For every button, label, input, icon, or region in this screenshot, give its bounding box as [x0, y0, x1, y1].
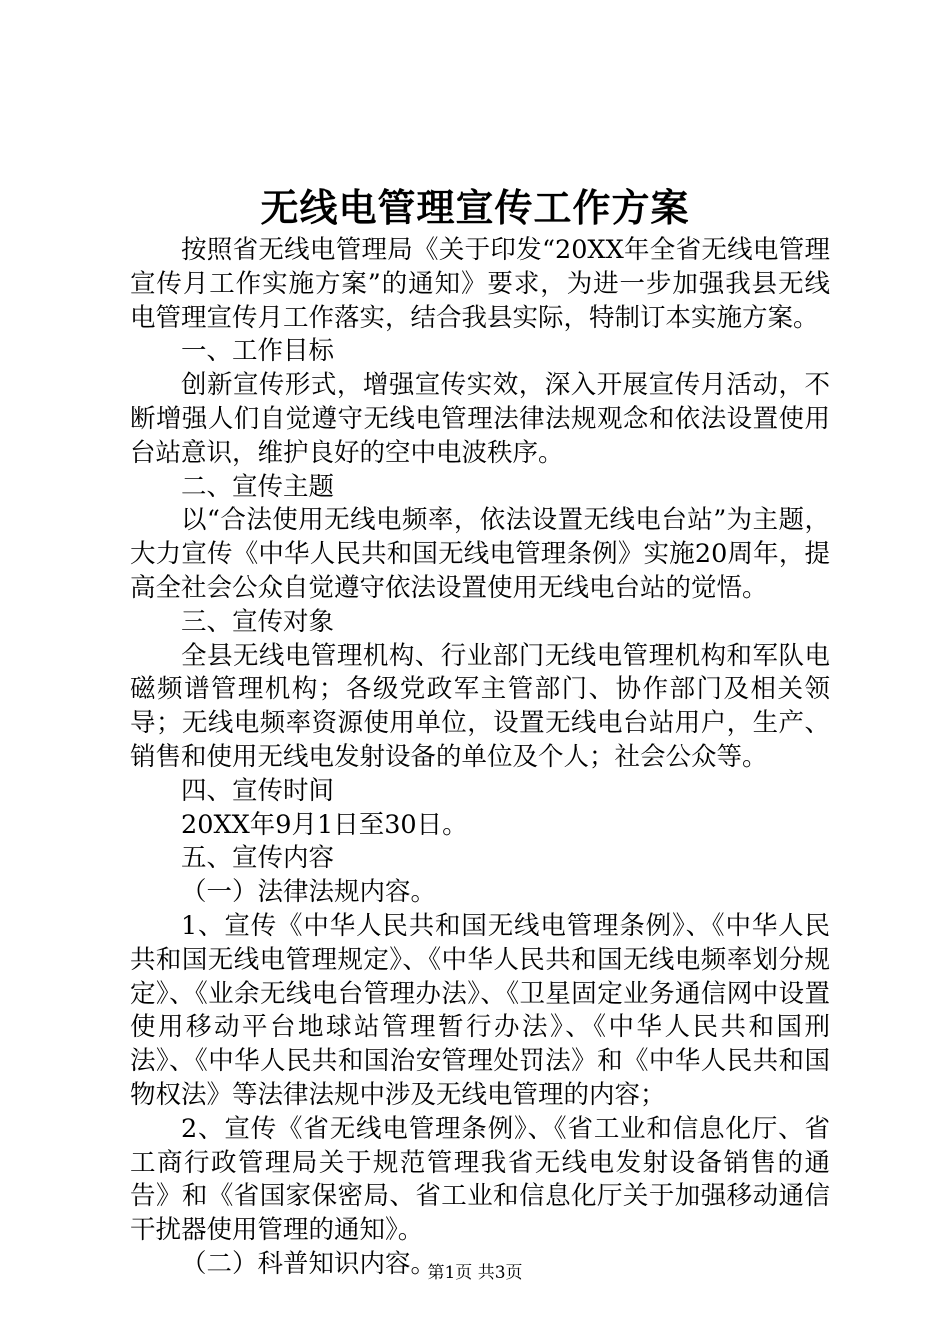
section-heading-audience: 三、宣传对象 — [181, 606, 335, 637]
time-paragraph: 20XX年9月1日至30日。 — [181, 809, 468, 840]
page-number: 第1页 共3页 — [427, 1263, 523, 1283]
subsection-heading-laws: （一）法律法规内容。 — [181, 877, 437, 908]
laws-item-2: 2、宣传《省无线电管理条例》、《省工业和信息化厅、省工商行政管理局关于规范管理我省无线电发射设备销售的通告》和《省国家保密局、省工业和信息化厅关于加强移动通信干扰器使用管理的通知》。 — [130, 1113, 830, 1246]
section-heading-goals: 一、工作目标 — [181, 336, 335, 367]
subsection-heading-science: （二）科普知识内容。 — [181, 1248, 437, 1279]
goals-paragraph: 创新宣传形式，增强宣传实效，深入开展宣传月活动，不断增强人们自觉遵守无线电管理法律法规观念和依法设置使用台站意识，维护良好的空中电波秩序。 — [130, 370, 830, 468]
section-heading-time: 四、宣传时间 — [181, 775, 335, 806]
section-heading-content: 五、宣传内容 — [181, 843, 335, 874]
laws-item-1: 1、宣传《中华人民共和国无线电管理条例》、《中华人民共和国无线电管理规定》、《中华人民共和国无线电频率划分规定》、《业余无线电台管理办法》、《卫星固定业务通信网中设置使用移动平台地球站管理暂行办法》、《中华人民共和国刑法》、《中华人民共和国治安管理处罚法》和《中华人民共和国物权法》等法律法规中涉及无线电管理的内容； — [130, 910, 830, 1110]
audience-paragraph: 全县无线电管理机构、行业部门无线电管理机构和军队电磁频谱管理机构；各级党政军主管部门、协作部门及相关领导；无线电频率资源使用单位，设置无线电台站用户，生产、销售和使用无线电发射设备的单位及个人；社会公众等。 — [130, 640, 830, 772]
theme-paragraph: 以“合法使用无线电频率，依法设置无线电台站”为主题，大力宣传《中华人民共和国无线电管理条例》实施20周年，提高全社会公众自觉遵守依法设置使用无线电台站的觉悟。 — [130, 505, 830, 603]
intro-paragraph: 按照省无线电管理局《关于印发“20XX年全省无线电管理宣传月工作实施方案”的通知》要求，为进一步加强我县无线电管理宣传月工作落实，结合我县实际，特制订本实施方案。 — [130, 235, 830, 333]
document-title: 无线电管理宣传工作方案 — [260, 185, 690, 230]
document-body — [130, 234, 830, 1282]
section-heading-theme: 二、宣传主题 — [181, 471, 335, 502]
